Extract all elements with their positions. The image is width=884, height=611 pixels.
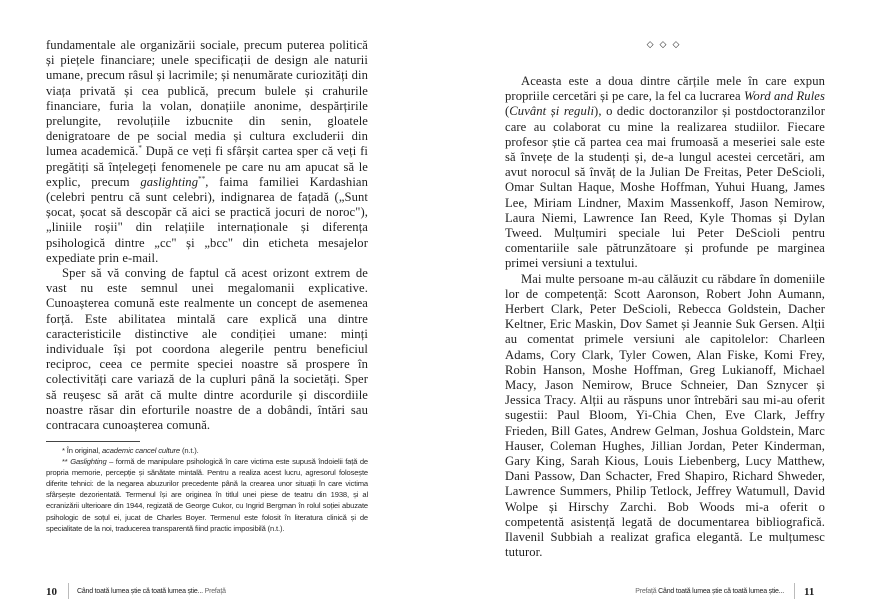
- footnote-reference[interactable]: *: [138, 144, 142, 153]
- footnote: [46, 456, 368, 534]
- running-head: [77, 588, 226, 595]
- footer-divider: [68, 583, 69, 599]
- section-break-ornament: ◇◇◇: [646, 40, 686, 50]
- paragraph-text: După ce veți fi sfârșit cartea sper că veți fi pregătiți să înțelegeți fenomenele pe care nu am apucat să le explic, precum: [46, 144, 368, 189]
- paragraph-text: fundamentale ale organizării sociale, precum puterea politică și piețele financiare; unele specificații de design ale naturii umane, precum râsul și lacrimile; și nenumărate curiozități din viața privată și cea publică, precum bulele și crahurile financiare, furia la volan, donațiile anonime, despărțirile prelungite, revoluțiile izbucnite din senin, gloatele denigratoare de pe social media și cultura excluderii din lumea academică.: [46, 38, 368, 159]
- left-page-body: [46, 38, 368, 433]
- paragraph: Sper să vă conving de faptul că acest orizont extrem de vast nu este semnul unei megalomanii explicative. Cunoașterea comună este realmente un concept de asemenea forță. Este abilitatea mintală care explică una dintre caracteristicile distinctive ale condiției umane: minți individuale își pot coordona alegerile pentru beneficiul reciproc, ceea ce permite speciei noastre să prospere în colectivități care variază de la cupluri până la societăți. Sper să reușesc să arăt că multe dintre acordurile și discordiile noastre răsar din eforturile noastre de a dobândi, întări sau contracara cunoașterea comună.: [46, 266, 368, 433]
- footnote-reference[interactable]: **: [198, 174, 206, 183]
- right-page-body: [505, 74, 825, 561]
- paragraph: [505, 74, 825, 272]
- footnote-text: – formă de manipulare psihologică în care victima este supusă îndoielii față de propria memorie, percepție și sănătate mintală. Pentru a realiza acest lucru, agresorul folosește diferite tehnici: de la negarea abuzurilor precedente până la crearea unor situații în care victima sfârșește dezorientată. Termenul își are originea în titlul unei piese de teatru din 1938, și al ecranizării ulterioare din 1944, regizată de George Cukor, cu Ingrid Bergman în rolul soției abuzate psihologic de soțul ei, jucat de Charles Boyer. Termenul este folosit în literatura clinică și de specialitate de la noi, traducerea transparentă fiind practic imposibilă (n.t.).: [46, 457, 368, 533]
- italic-term: gaslighting: [140, 174, 199, 189]
- book-title-italic: Word and Rules: [743, 89, 825, 104]
- paragraph-text: (: [505, 104, 510, 119]
- footnote-marker: **: [62, 457, 71, 467]
- book-title-translation: Cuvânt și reguli: [509, 104, 595, 119]
- paragraph: [46, 38, 368, 266]
- footnote: [46, 445, 368, 456]
- footnote-text: (n.t.).: [179, 446, 199, 455]
- footnote-italic: academic cancel culture: [101, 446, 180, 455]
- paragraph-text: Aceasta este a doua dintre cărțile mele în care expun propriile cercetări și pe care, la fel ca lucrarea: [505, 74, 825, 104]
- section-title: Prefață: [635, 588, 657, 595]
- page-number: 11: [804, 586, 815, 598]
- footnote-divider: [46, 441, 140, 442]
- footer-divider: [794, 583, 795, 599]
- running-head: [635, 588, 784, 595]
- paragraph-text: ), o dedic doctoranzilor și postdoctoranzilor care au colaborat cu mine la realizarea studiilor. Fiecare profesor știe că partea cea mai frumoasă a meseriei sale este să învețe de la studenți și, de-a lungul acestei cercetări, am avut norocul să învăț de la Julian De Freitas, Peter DeScioli, Omar Sultan Haque, Moshe Hoffman, Yuhui Huang, James Lee, Miriam Lindner, Maxim Massenkoff, Jason Nemirow, Laura Niemi, Lawrence Ian Reed, Kyle Thomas și Dylan Tweed. Mulțumiri speciale lui Peter DeScioli pentru comentariile sale pătrunzătoare și profunde pe marginea primei versiuni a textului.: [505, 104, 825, 271]
- right-page: [442, 0, 884, 611]
- book-title: Când toată lumea știe că toată lumea știe...: [658, 588, 784, 595]
- footnote-text: În original,: [66, 446, 102, 455]
- paragraph-text: , faima familiei Kardashian (celebri pentru că sunt celebri), indignarea de fațadă („Sunt șocat, șocat să descopăr că aici se practică jocuri de noroc"), „liniile roșii" din relațiile internaționale și diferența psihologică dintre „cc" și „bcc" din eticheta mesajelor expediate prin e-mail.: [46, 174, 368, 265]
- page-number: 10: [46, 586, 57, 598]
- paragraph: Mai multe persoane m-au călăuzit cu răbdare în domeniile lor de competență: Scott Aaronson, Robert John Aumann, Herbert Clark, Peter DeScioli, Rebecca Goldstein, Dacher Keltner, Eric Maskin, Dov Samet și Jeannie Suk Gersen. Alții au comentat primele versiuni ale capitolelor: Charleen Adams, Cory Clark, Tyler Cowen, Alan Fiske, Komi Frey, Robin Hanson, Moshe Hoffman, Greg Lukianoff, Michael Macy, Jason Nemirow, Bruce Schneier, Dan Sznycer și Jessica Tracy. Alții au răspuns unor întrebări sau mi-au oferit sugestii: Paul Bloom, Yi-Chia Chen, Eve Clark, Jeffry Frieden, Bill Gates, Andrew Gelman, Joshua Goldstein, Marc Hauser, Coleman Hughes, Jillian Jordan, Peter Kinderman, Gary King, Sarah Kious, Louis Liebenberg, Lucy Matthew, Dani Passow, Dan Schacter, Fred Shapiro, Richard Shweder, Lawrence Summers, Philip Tetlock, Jeffrey Watumull, David Wolpe și Hirschy Zarchi. Bob Woods mi-a oferit o competentă asistență legată de documentarea bibliografică. Ilavenil Subbiah a realizat grafica elegantă. Le mulțumesc tuturor.: [505, 271, 825, 560]
- footnotes: [46, 445, 368, 534]
- section-title: Prefață: [204, 588, 226, 595]
- footnote-italic: Gaslighting: [70, 457, 107, 467]
- footnote-marker: *: [62, 446, 67, 455]
- book-title: Când toată lumea știe că toată lumea știe...: [77, 588, 203, 595]
